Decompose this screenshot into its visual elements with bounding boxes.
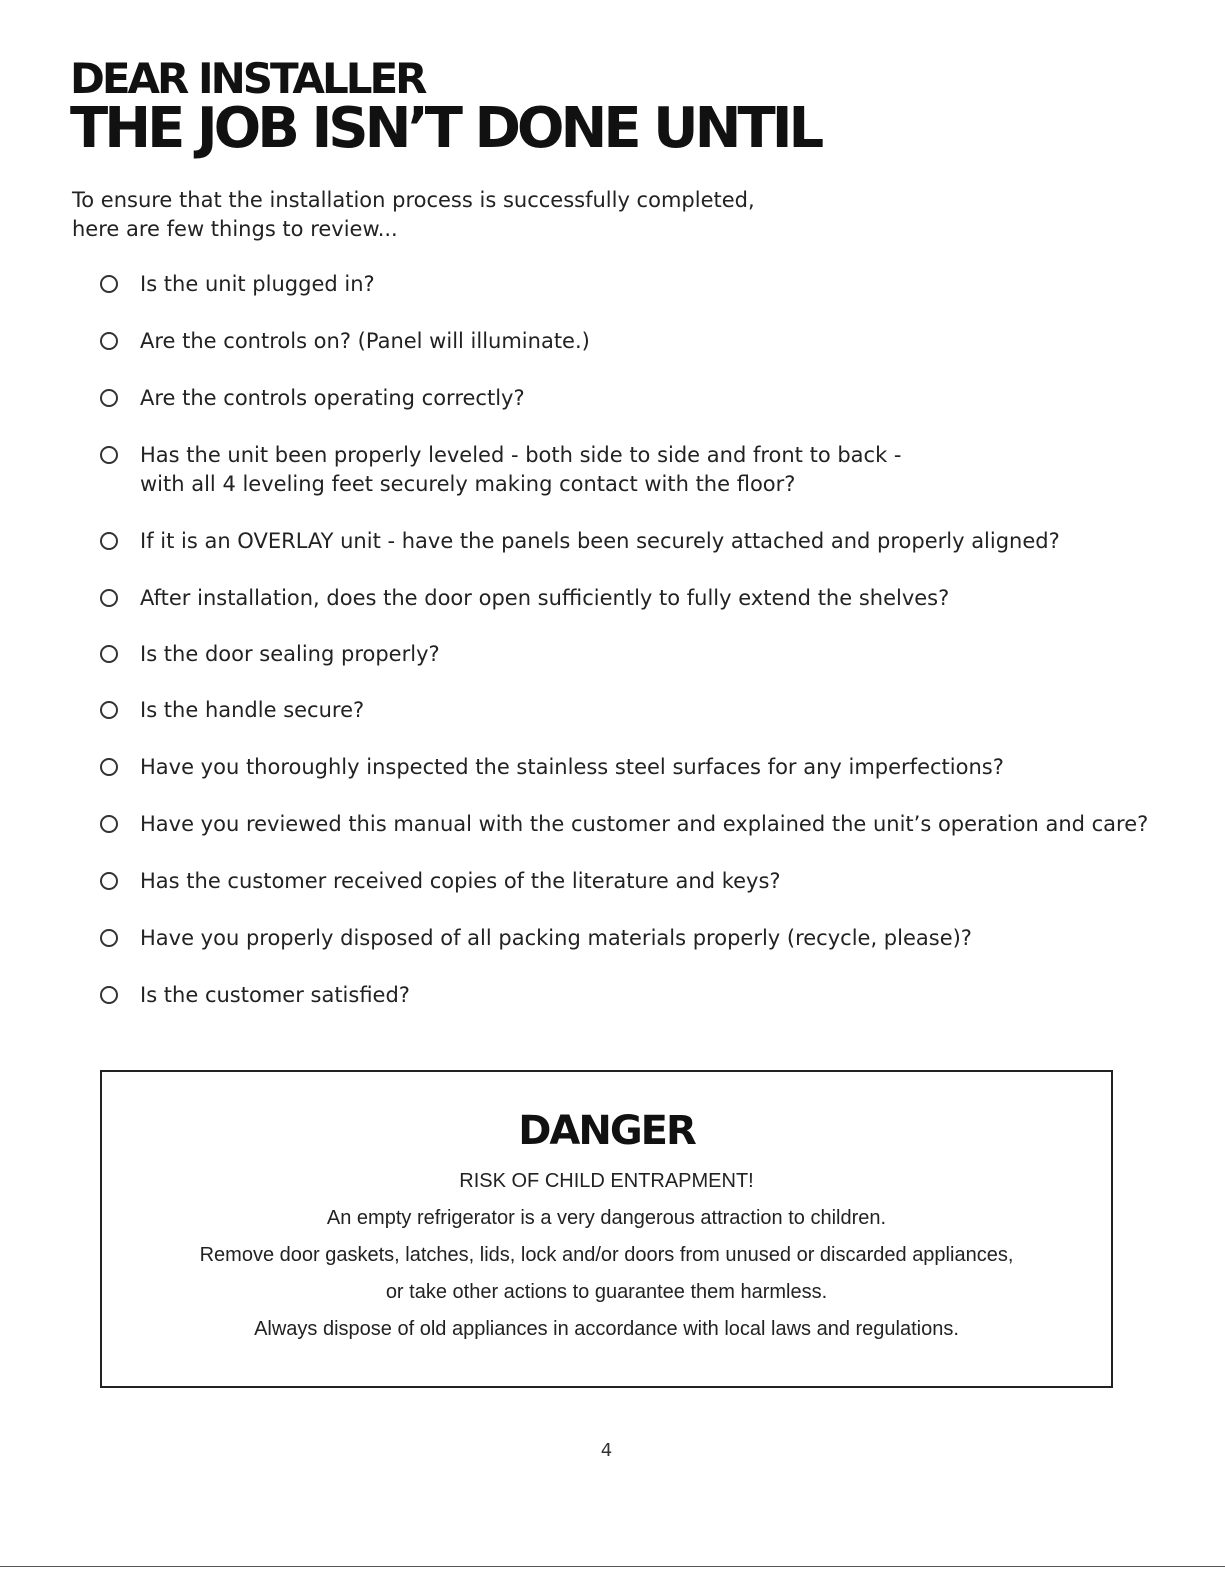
checklist-item <box>100 753 1160 782</box>
danger-warning-box <box>100 1070 1113 1388</box>
bottom-divider <box>0 1566 1225 1567</box>
header-subtitle: THE JOB ISN’T DONE UNTIL <box>70 96 821 161</box>
checkbox-circle-icon[interactable] <box>100 701 118 719</box>
checklist-item-label: Is the handle secure? <box>140 698 365 722</box>
checklist-item <box>100 810 1160 839</box>
checklist-item <box>100 696 1160 725</box>
danger-subtitle: RISK OF CHILD ENTRAPMENT! <box>459 1170 754 1192</box>
checklist-item-label: Has the unit been properly leveled - both side to side and front to back - with all 4 leveling feet securely making contact with the floor? <box>140 443 902 496</box>
intro-paragraph <box>72 186 832 244</box>
checklist-item-label: Have you thoroughly inspected the stainless steel surfaces for any imperfections? <box>140 755 1004 779</box>
checklist-item-label: Have you properly disposed of all packing materials properly (recycle, please)? <box>140 926 972 950</box>
checklist-item <box>100 867 1160 896</box>
checklist-item <box>100 584 1160 613</box>
danger-title: DANGER <box>518 1108 695 1154</box>
header-title: DEAR INSTALLER <box>70 54 425 103</box>
checkbox-circle-icon[interactable] <box>100 645 118 663</box>
checklist-item-label: Are the controls on? (Panel will illuminate.) <box>140 329 590 353</box>
checkbox-circle-icon[interactable] <box>100 532 118 550</box>
danger-text-line: or take other actions to guarantee them harmless. <box>385 1281 828 1303</box>
checklist-item <box>100 981 1160 1010</box>
page-number: 4 <box>600 1440 613 1461</box>
danger-text-line: An empty refrigerator is a very dangerous attraction to children. <box>326 1207 887 1229</box>
checklist-item <box>100 527 1160 556</box>
intro-line-1: To ensure that the installation process is successfully completed, <box>72 188 755 212</box>
checklist-item <box>100 384 1160 413</box>
checklist-item-label: Have you reviewed this manual with the customer and explained the unit’s operation and care? <box>140 812 1149 836</box>
checkbox-circle-icon[interactable] <box>100 815 118 833</box>
intro-line-2: here are few things to review... <box>72 217 398 241</box>
danger-text-line: Remove door gaskets, latches, lids, lock and/or doors from unused or discarded appliances, <box>199 1244 1014 1266</box>
checklist-item-label: After installation, does the door open sufficiently to fully extend the shelves? <box>140 586 950 610</box>
checklist-item-label: Is the door sealing properly? <box>140 642 440 666</box>
checkbox-circle-icon[interactable] <box>100 275 118 293</box>
checklist-item-label: Are the controls operating correctly? <box>140 386 525 410</box>
danger-text-line: Always dispose of old appliances in accordance with local laws and regulations. <box>254 1318 959 1340</box>
checkbox-circle-icon[interactable] <box>100 929 118 947</box>
checklist-item-label: Is the unit plugged in? <box>140 272 375 296</box>
checklist-item <box>100 270 1160 299</box>
checklist-item <box>100 924 1160 953</box>
checkbox-circle-icon[interactable] <box>100 389 118 407</box>
checkbox-circle-icon[interactable] <box>100 332 118 350</box>
checkbox-circle-icon[interactable] <box>100 446 118 464</box>
checkbox-circle-icon[interactable] <box>100 986 118 1004</box>
checklist-item <box>100 327 1160 356</box>
checklist-item <box>100 441 1160 499</box>
checkbox-circle-icon[interactable] <box>100 872 118 890</box>
checklist-item-label: Has the customer received copies of the literature and keys? <box>140 869 781 893</box>
checkbox-circle-icon[interactable] <box>100 758 118 776</box>
checklist-item <box>100 640 1160 669</box>
checkbox-circle-icon[interactable] <box>100 589 118 607</box>
checklist-item-label: Is the customer satisfied? <box>140 983 410 1007</box>
checklist-item-label: If it is an OVERLAY unit - have the panels been securely attached and properly aligned? <box>140 529 1060 553</box>
